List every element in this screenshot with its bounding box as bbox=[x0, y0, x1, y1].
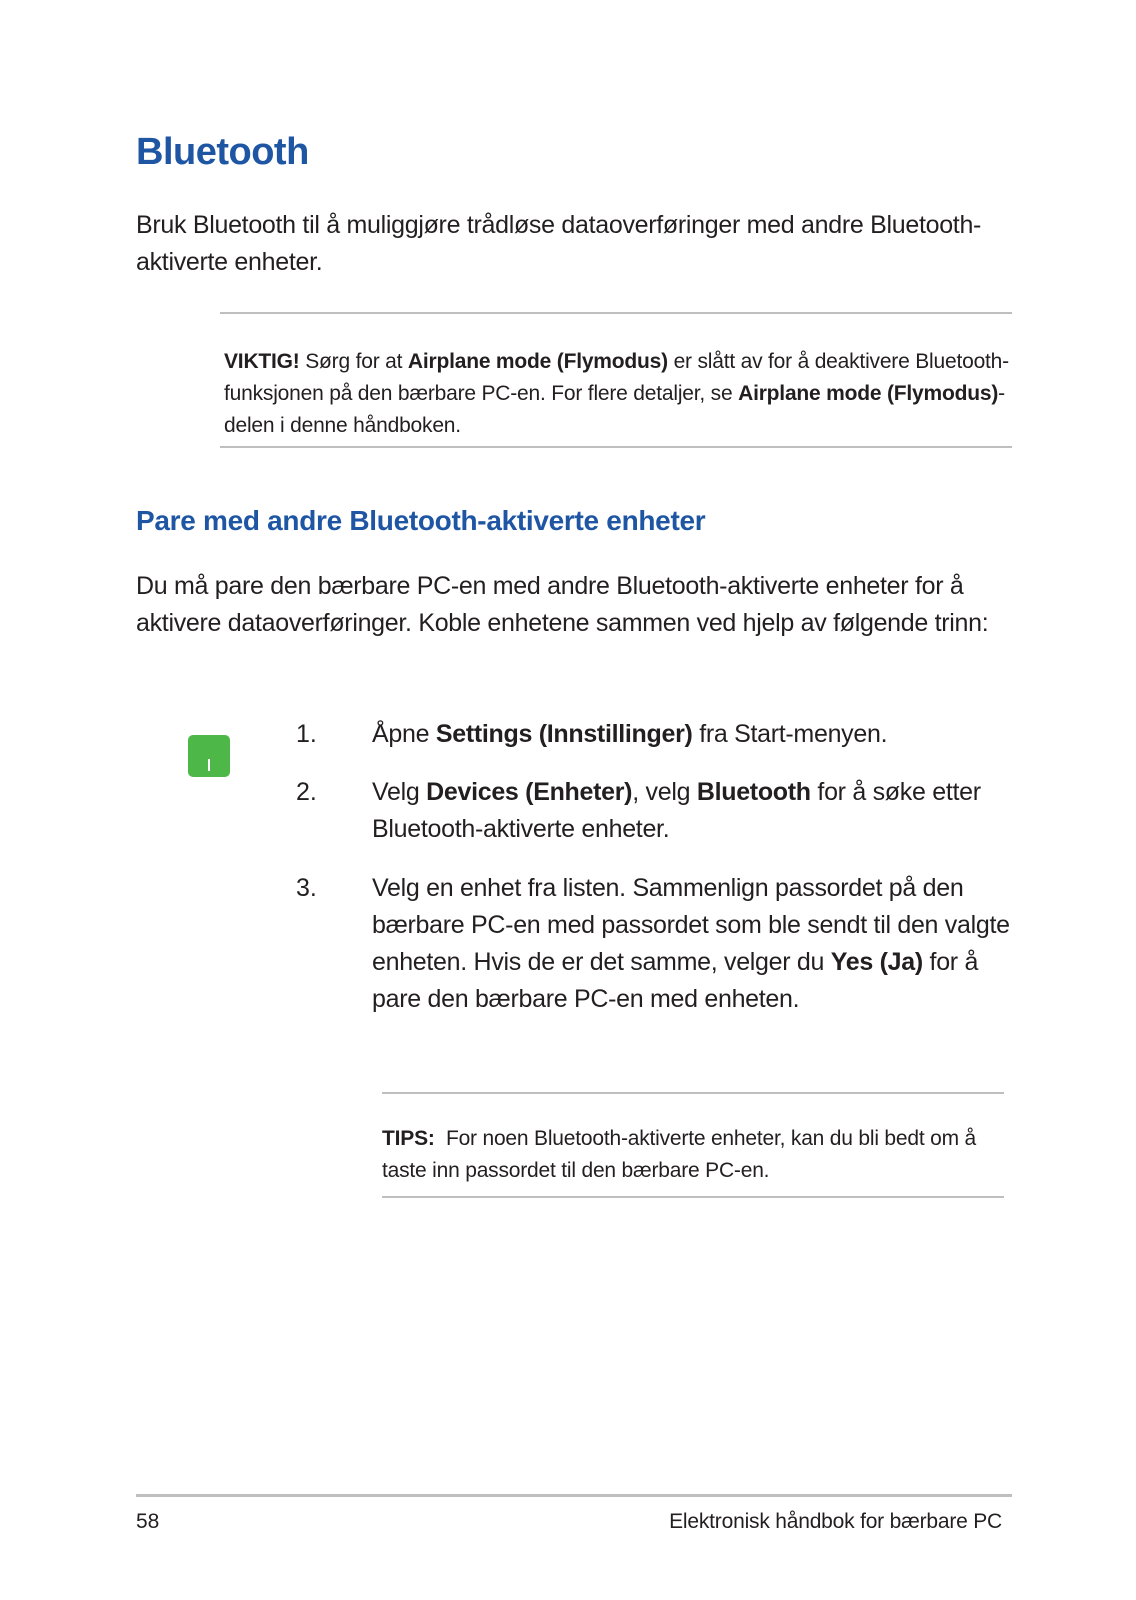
section-subtitle: Pare med andre Bluetooth-aktiverte enheter bbox=[136, 505, 706, 536]
step-fragment: for å søke etter Bluetooth-aktiverte enheter. bbox=[372, 778, 981, 843]
divider bbox=[220, 446, 1012, 448]
important-notice bbox=[224, 346, 1014, 442]
intro-paragraph: Bruk Bluetooth til å muliggjøre trådløse dataoverføringer med andre Bluetooth-aktiverte enheter. bbox=[136, 211, 982, 276]
touchpad-icon bbox=[188, 735, 230, 777]
notice-text: Sørg for at bbox=[299, 350, 408, 373]
step-fragment: for å pare den bærbare PC-en med enheten. bbox=[372, 948, 979, 1013]
step-number: 1. bbox=[296, 720, 317, 748]
tips-label: TIPS: bbox=[382, 1127, 435, 1150]
page-number: 58 bbox=[136, 1510, 160, 1533]
step-bold: Settings (Innstillinger) bbox=[435, 720, 693, 748]
pairing-paragraph: Du må pare den bærbare PC-en med andre Bluetooth-aktiverte enheter for å aktivere dataoverføringer. Koble enhetene sammen ved hjelp av følgende trinn: bbox=[136, 572, 989, 637]
step-text bbox=[372, 716, 1012, 753]
divider bbox=[220, 312, 1012, 314]
tips-text: For noen Bluetooth-aktiverte enheter, kan du bli bedt om å taste inn passordet til den bærbare PC-en. bbox=[382, 1127, 982, 1182]
page-title: Bluetooth bbox=[136, 131, 309, 173]
step-number: 2. bbox=[296, 778, 317, 806]
step-fragment: , velg bbox=[632, 778, 697, 806]
notice-text: er slått av for å deaktivere Bluetooth-funksjonen på den bærbare PC-en. For flere detaljer, se bbox=[224, 350, 1009, 405]
step-fragment: fra Start-menyen. bbox=[692, 720, 888, 748]
footer-title: Elektronisk håndbok for bærbare PC bbox=[669, 1510, 1002, 1533]
notice-bold: Airplane mode (Flymodus) bbox=[738, 382, 999, 405]
step-fragment: Åpne bbox=[372, 720, 436, 748]
divider bbox=[382, 1196, 1004, 1198]
step-text bbox=[372, 774, 1012, 848]
step-bold: Yes (Ja) bbox=[830, 948, 923, 976]
step-number: 3. bbox=[296, 874, 317, 902]
step-fragment: Velg bbox=[372, 778, 427, 806]
step-fragment: Velg en enhet fra listen. Sammenlign passordet på den bærbare PC-en med passordet som ble sendt til den valgte enheten. Hvis de er det samme, velger du bbox=[372, 874, 1010, 976]
tips-notice bbox=[382, 1123, 1002, 1187]
notice-text: -delen i denne håndboken. bbox=[224, 382, 1005, 437]
footer-divider bbox=[136, 1494, 1012, 1497]
important-label: VIKTIG! bbox=[224, 350, 300, 373]
step-bold: Bluetooth bbox=[696, 778, 811, 806]
notice-bold: Airplane mode (Flymodus) bbox=[407, 350, 668, 373]
step-text bbox=[372, 870, 1012, 1018]
step-bold: Devices (Enheter) bbox=[426, 778, 633, 806]
divider bbox=[382, 1092, 1004, 1094]
